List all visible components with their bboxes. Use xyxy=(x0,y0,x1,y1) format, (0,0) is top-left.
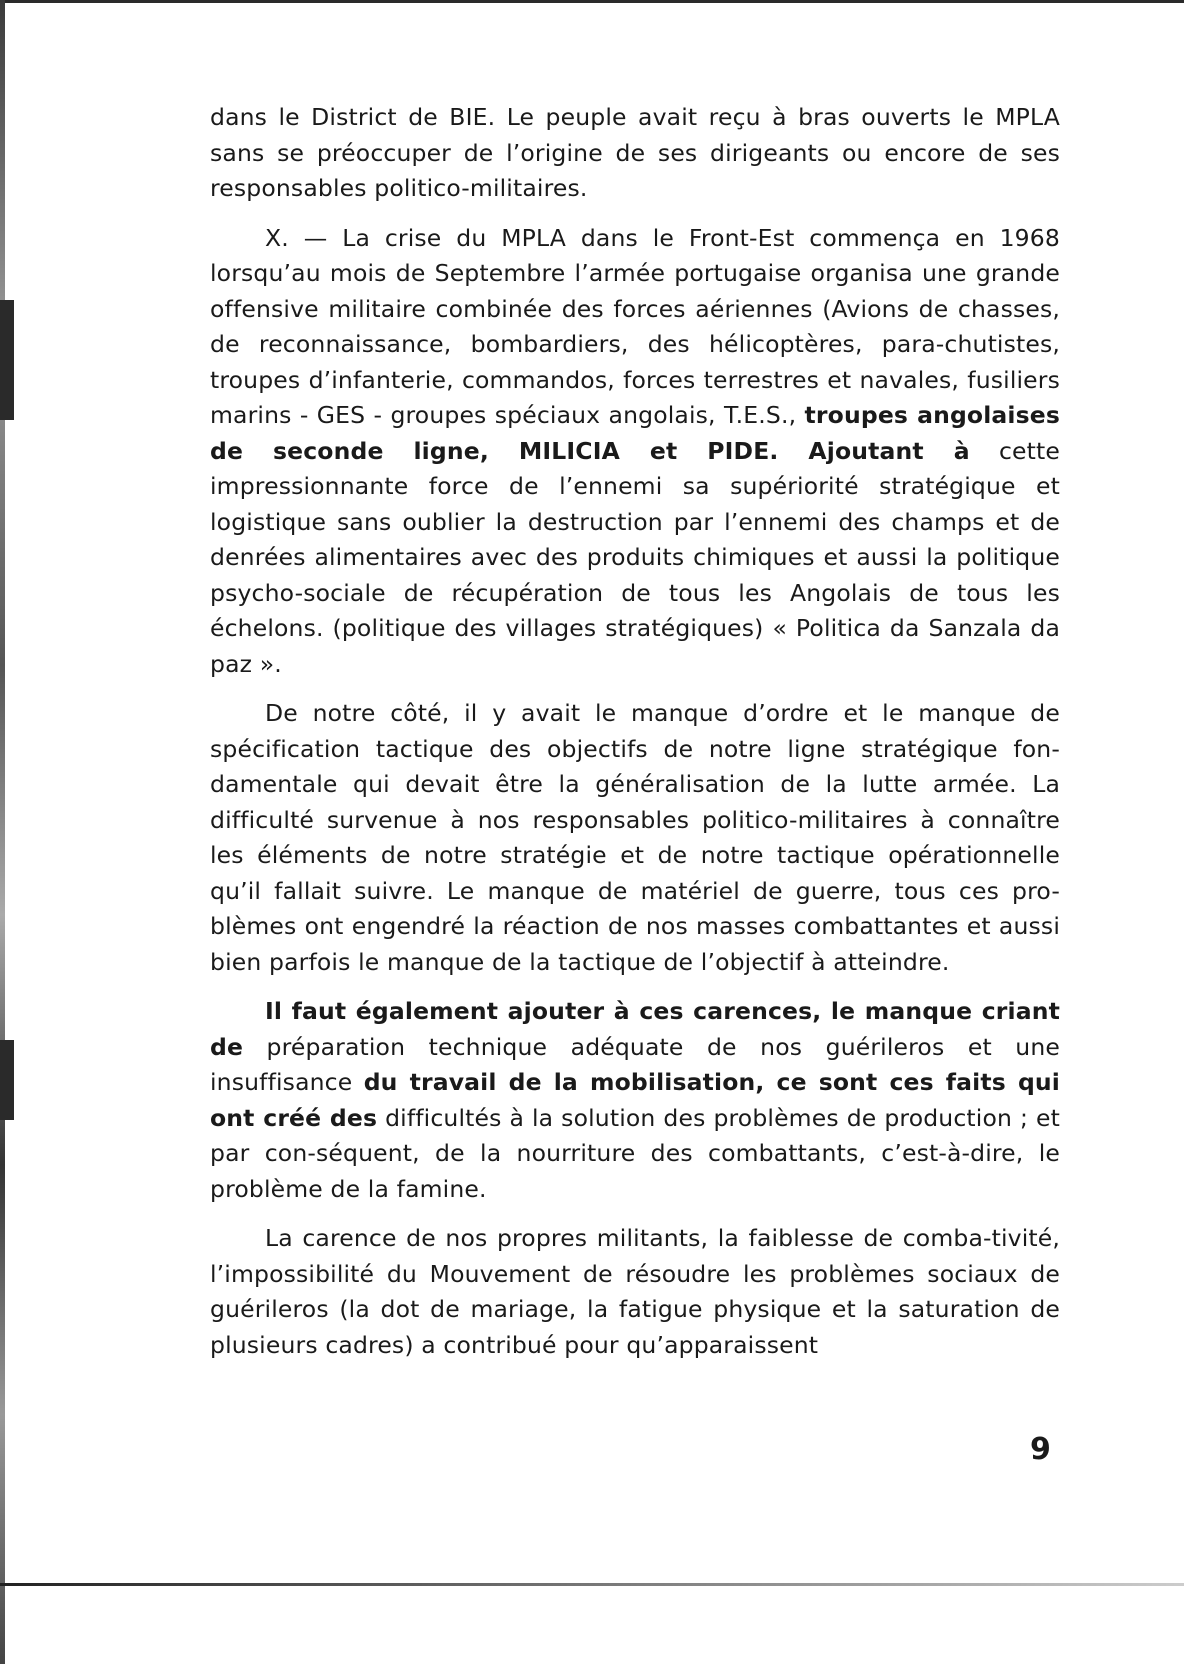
text-segment: préparation technique adéquate de nos guérileros et une insuffisance xyxy=(210,1032,1060,1096)
text-segment-bold: du travail de la mobilisation, ce sont ces faits qui ont créé des xyxy=(210,1068,1060,1132)
text-segment: La carence de nos propres militants, la faiblesse de comba-tivité, l’impossibilité du Mouvement de résoudre les problèmes sociaux de guérileros (la dot de mariage, la fatigue physique et la saturation de plusieurs cadres) a contribué pour qu’apparaissent xyxy=(210,1224,1060,1359)
text-segment: De notre côté, il y avait le manque d’ordre et le manque de spécification tactique des objectifs de notre ligne stratégique fon-damentale qui devait être la généralisation de la lutte armée. La difficulté survenue à nos responsables politico-militaires à connaître les éléments de notre stratégie et de notre tactique opérationnelle qu’il fallait suivre. Le manque de matériel de guerre, tous ces pro-blèmes ont engendré la réaction de nos masses combattantes et aussi bien parfois le manque de la tactique de l’objectif à atteindre. xyxy=(210,699,1060,976)
text-segment-bold: Il faut également ajouter à ces carences, le manque criant de xyxy=(210,997,1060,1061)
text-segment-bold: troupes angolaises de seconde ligne, MILICIA et PIDE. Ajoutant à xyxy=(210,401,1061,465)
text-segment: cette impressionnante force de l’ennemi sa supériorité stratégique et logistique sans oublier la destruction par l’ennemi des champs et de denrées alimentaires avec des produits chimiques et aussi la politique psycho-sociale de récupération de tous les Angolais de tous les échelons. (politique des villages stratégiques) « Politica da Sanzala da paz ». xyxy=(210,436,1060,678)
scan-edge-bottom xyxy=(0,1583,1184,1586)
scan-mark xyxy=(0,1040,14,1120)
scan-edge-top xyxy=(0,0,1184,3)
paragraph xyxy=(210,100,1060,207)
paragraph xyxy=(210,994,1060,1207)
text-segment: difficultés à la solution des problèmes de production ; et par con-séquent, de la nourriture des combattants, c’est-à-dire, le problème de la famine. xyxy=(210,1103,1060,1203)
paragraph xyxy=(210,221,1060,683)
scan-edge-left xyxy=(0,0,5,1664)
text-segment: X. — La crise du MPLA dans le Front-Est commença en 1968 lorsqu’au mois de Septembre l’armée portugaise organisa une grande offensive militaire combinée des forces aériennes (Avions de chasses, de reconnaissance, bombardiers, des hélicoptères, para-chutistes, troupes d’infanterie, commandos, forces terrestres et navales, fusiliers marins - GES - groupes spéciaux angolais, T.E.S., xyxy=(210,223,1060,429)
document-body xyxy=(210,100,1060,1363)
scan-mark xyxy=(0,300,14,420)
paragraph xyxy=(210,1221,1060,1363)
paragraph xyxy=(210,696,1060,980)
page-number: 9 xyxy=(1030,1432,1051,1467)
text-segment: dans le District de BIE. Le peuple avait reçu à bras ouverts le MPLA sans se préoccuper de l’origine de ses dirigeants ou encore de ses responsables politico-militaires. xyxy=(210,103,1060,202)
